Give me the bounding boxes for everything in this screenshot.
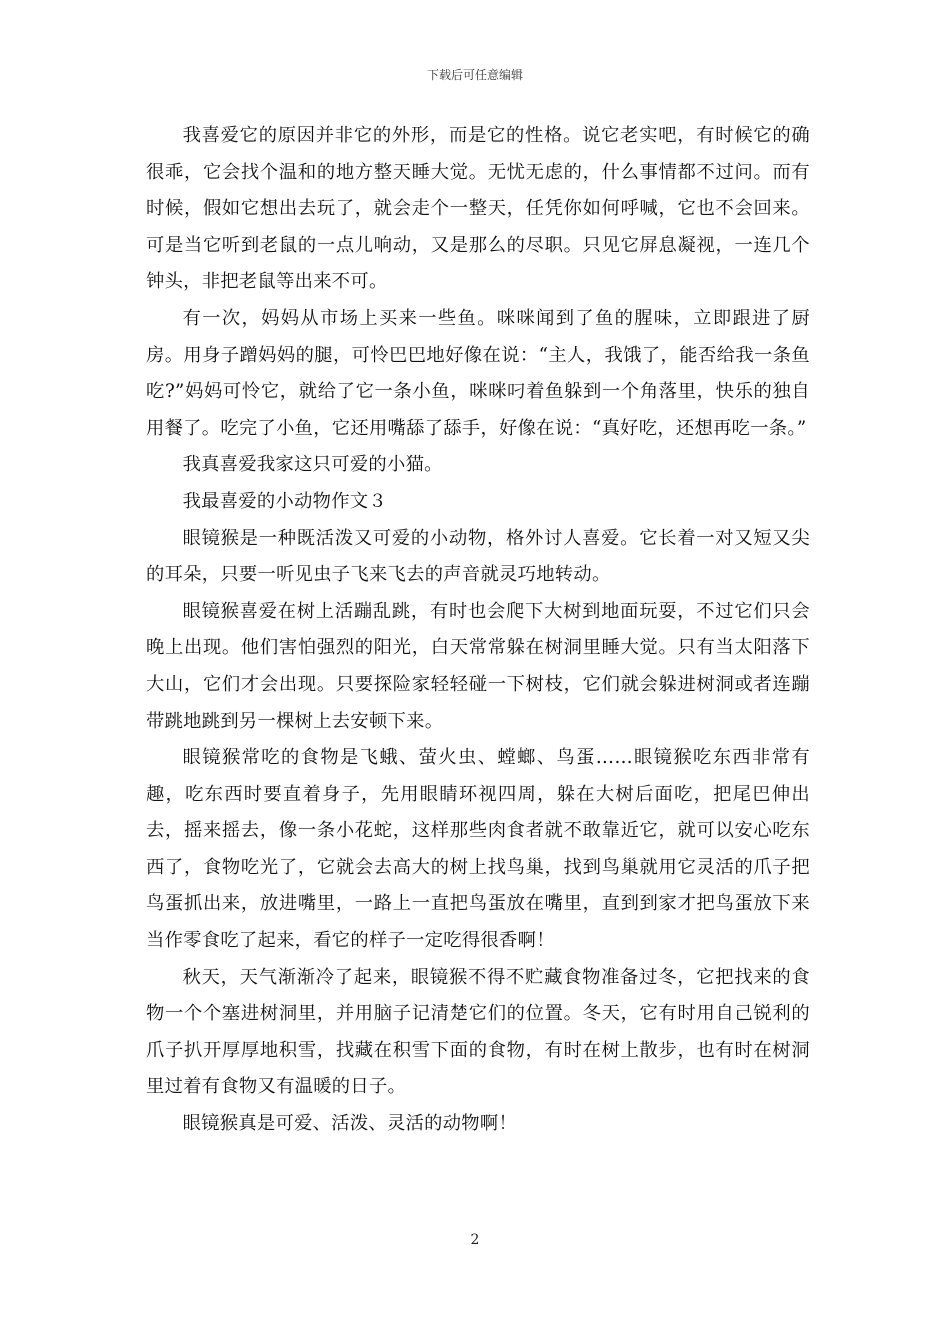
paragraph-tarsier-closing: 眼镜猴真是可爱、活泼、灵活的动物啊！ [182, 1113, 518, 1135]
essay-title: 我最喜爱的小动物作文３ [182, 490, 387, 512]
page-header: 下载后可任意编辑 [426, 68, 523, 82]
page-number: 2 [470, 1232, 480, 1248]
paragraph-tarsier-food: 眼镜猴常吃的食物是飞蛾、萤火虫、螳螂、鸟蛋……眼镜猴吃东西非常有趣，吃东西时要直着身子，先用眼睛环视四周，躲在大树后面吃，把尾巴伸出去，摇来摇去，像一条小花蛇，这样那些肉食者就不敢靠近它，就可以安心吃东西了，食物吃光了，它就会去高大的树上找鸟巢，找到鸟巢就用它灵活的爪子把鸟蛋抓出来，放进嘴里，一路上一直把鸟蛋放在嘴里，直到到家才把鸟蛋放下来当作零食吃了起来，看它的样子一定吃得很香啊！ [146, 747, 810, 952]
paragraph-tarsier-winter: 秋天，天气渐渐冷了起来，眼镜猴不得不贮藏食物准备过冬，它把找来的食物一个个塞进树洞里，并用脑子记清楚它们的位置。冬天，它有时用自己锐利的爪子扒开厚厚地积雪，找藏在积雪下面的食物，有时在树上散步，也有时在树洞里过着有食物又有温暖的日子。 [146, 966, 810, 1098]
paragraph-cat-personality: 我喜爱它的原因并非它的外形，而是它的性格。说它老实吧，有时候它的确很乖，它会找个温和的地方整天睡大觉。无忧无虑的，什么事情都不过问。而有时候，假如它想出去玩了，就会走个一整天，任凭你如何呼喊，它也不会回来。可是当它听到老鼠的一点儿响动，又是那么的尽职。只见它屏息凝视，一连几个钟头，非把老鼠等出来不可。 [146, 125, 810, 293]
document-body [146, 118, 810, 1143]
paragraph-tarsier-habits: 眼镜猴喜爱在树上活蹦乱跳，有时也会爬下大树到地面玩耍，不过它们只会晚上出现。他们害怕强烈的阳光，白天常常躲在树洞里睡大觉。只有当太阳落下大山，它们才会出现。只要探险家轻轻碰一下树枝，它们就会躲进树洞或者连蹦带跳地跳到另一棵树上去安顿下来。 [146, 600, 810, 732]
paragraph-cat-closing: 我真喜爱我家这只可爱的小猫。 [182, 454, 443, 476]
paragraph-tarsier-intro: 眼镜猴是一种既活泼又可爱的小动物，格外讨人喜爱。它长着一对又短又尖的耳朵，只要一听见虫子飞来飞去的声音就灵巧地转动。 [146, 527, 810, 586]
paragraph-cat-fish: 有一次，妈妈从市场上买来一些鱼。咪咪闻到了鱼的腥味，立即跟进了厨房。用身子蹭妈妈的腿，可怜巴巴地好像在说：“主人，我饿了，能否给我一条鱼吃?”妈妈可怜它，就给了它一条小鱼，咪咪叼着鱼躲到一个角落里，快乐的独自用餐了。吃完了小鱼，它还用嘴舔了舔手，好像在说：“真好吃，还想再吃一条。” [146, 307, 810, 439]
